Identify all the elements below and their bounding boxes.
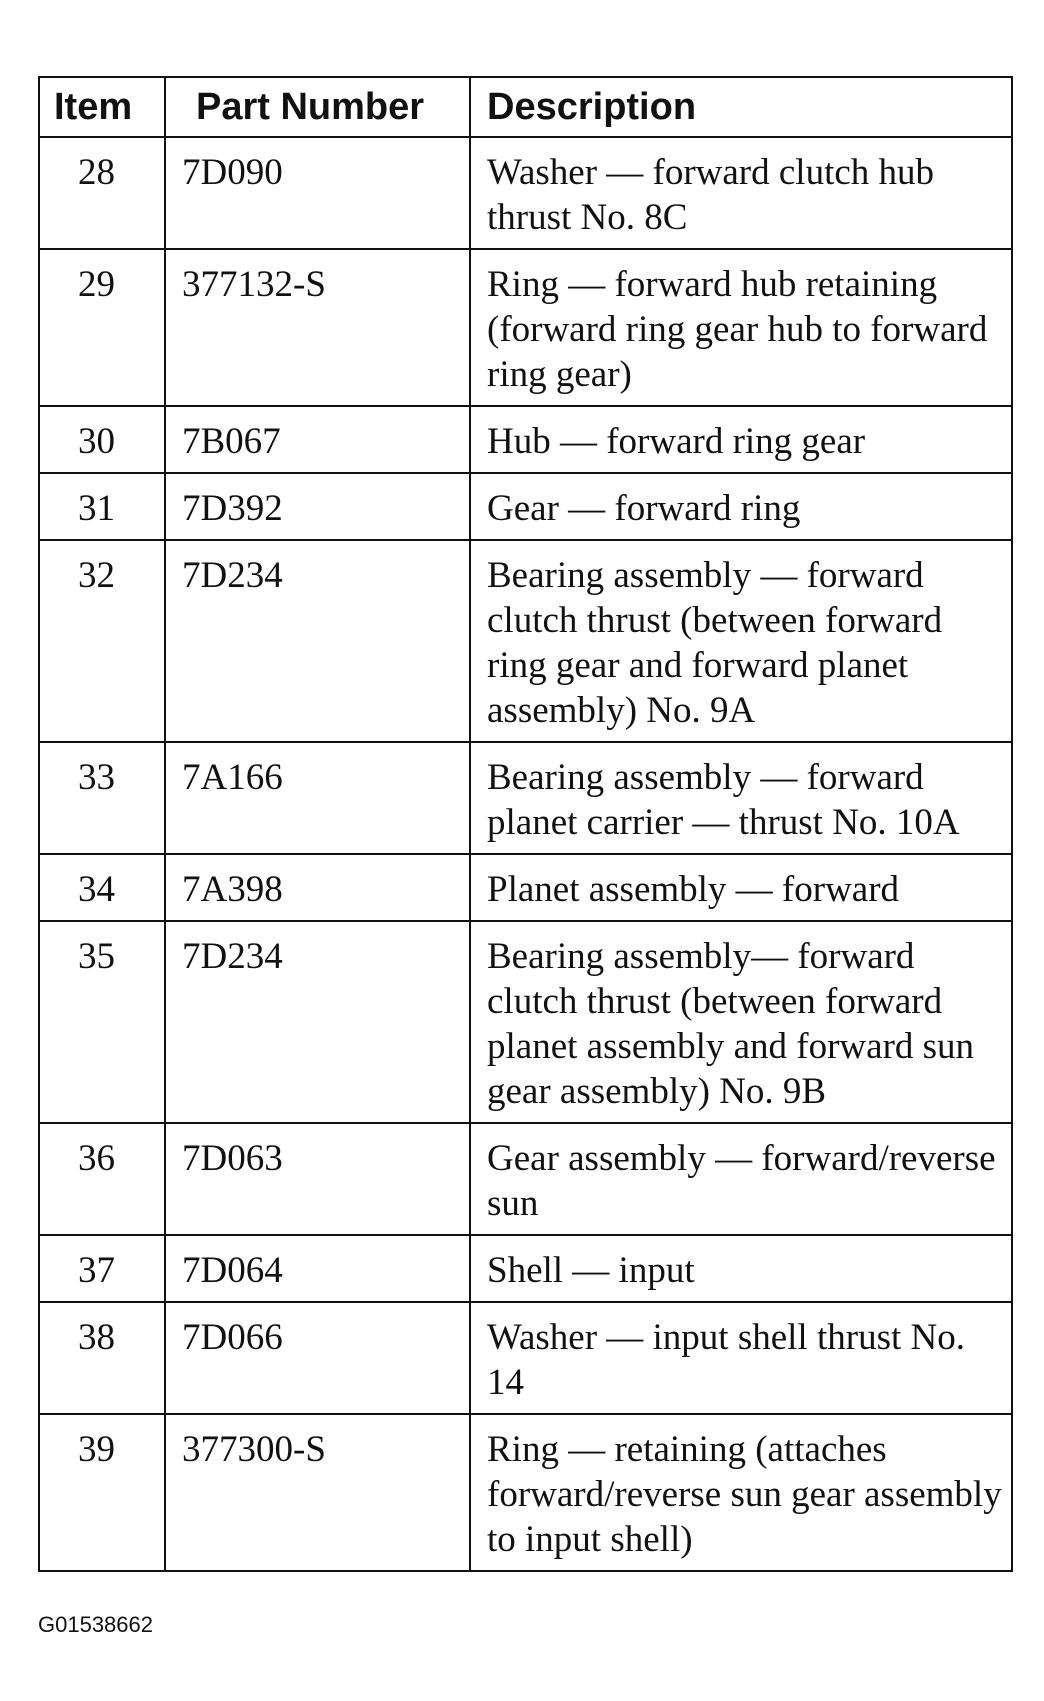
part-number-cell: 7D064 <box>165 1235 470 1302</box>
table-row <box>39 137 1012 249</box>
table-row <box>39 1302 1012 1414</box>
table-row <box>39 473 1012 540</box>
part-number-cell: 7A398 <box>165 854 470 921</box>
item-cell: 34 <box>39 854 165 921</box>
item-cell: 28 <box>39 137 165 249</box>
table-row <box>39 921 1012 1123</box>
item-cell: 30 <box>39 406 165 473</box>
part-number-cell: 7D392 <box>165 473 470 540</box>
table-row <box>39 1235 1012 1302</box>
part-number-cell: 7D234 <box>165 540 470 742</box>
item-cell: 37 <box>39 1235 165 1302</box>
description-cell: Washer — input shell thrust No. 14 <box>470 1302 1012 1414</box>
table-row <box>39 249 1012 406</box>
parts-table <box>38 76 1013 1572</box>
table-row <box>39 540 1012 742</box>
part-number-cell: 7D234 <box>165 921 470 1123</box>
table-row <box>39 1414 1012 1571</box>
item-cell: 29 <box>39 249 165 406</box>
part-number-cell: 7D066 <box>165 1302 470 1414</box>
item-cell: 38 <box>39 1302 165 1414</box>
part-number-cell: 377300-S <box>165 1414 470 1571</box>
part-number-cell: 7D063 <box>165 1123 470 1235</box>
description-cell: Bearing assembly — forward planet carrier — thrust No. 10A <box>470 742 1012 854</box>
description-cell: Gear — forward ring <box>470 473 1012 540</box>
part-number-cell: 7B067 <box>165 406 470 473</box>
table-row <box>39 1123 1012 1235</box>
table-row <box>39 742 1012 854</box>
description-cell: Hub — forward ring gear <box>470 406 1012 473</box>
description-cell: Bearing assembly — forward clutch thrust (between forward ring gear and forward planet assembly) No. 9A <box>470 540 1012 742</box>
part-number-cell: 7D090 <box>165 137 470 249</box>
column-header-part-number: Part Number <box>165 77 470 137</box>
description-cell: Ring — forward hub retaining (forward ring gear hub to forward ring gear) <box>470 249 1012 406</box>
table-row <box>39 854 1012 921</box>
description-cell: Shell — input <box>470 1235 1012 1302</box>
column-header-item: Item <box>39 77 165 137</box>
description-cell: Gear assembly — forward/reverse sun <box>470 1123 1012 1235</box>
figure-code: G01538662 <box>38 1612 153 1637</box>
item-cell: 39 <box>39 1414 165 1571</box>
table-body <box>39 137 1012 1571</box>
item-cell: 32 <box>39 540 165 742</box>
description-cell: Bearing assembly— forward clutch thrust (between forward planet assembly and forward sun gear assembly) No. 9B <box>470 921 1012 1123</box>
part-number-cell: 377132-S <box>165 249 470 406</box>
item-cell: 33 <box>39 742 165 854</box>
table-row <box>39 406 1012 473</box>
description-cell: Planet assembly — forward <box>470 854 1012 921</box>
item-cell: 36 <box>39 1123 165 1235</box>
item-cell: 35 <box>39 921 165 1123</box>
part-number-cell: 7A166 <box>165 742 470 854</box>
description-cell: Washer — forward clutch hub thrust No. 8C <box>470 137 1012 249</box>
description-cell: Ring — retaining (attaches forward/reverse sun gear assembly to input shell) <box>470 1414 1012 1571</box>
column-header-description: Description <box>470 77 1012 137</box>
header-row <box>39 77 1012 137</box>
table-header <box>39 77 1012 137</box>
item-cell: 31 <box>39 473 165 540</box>
